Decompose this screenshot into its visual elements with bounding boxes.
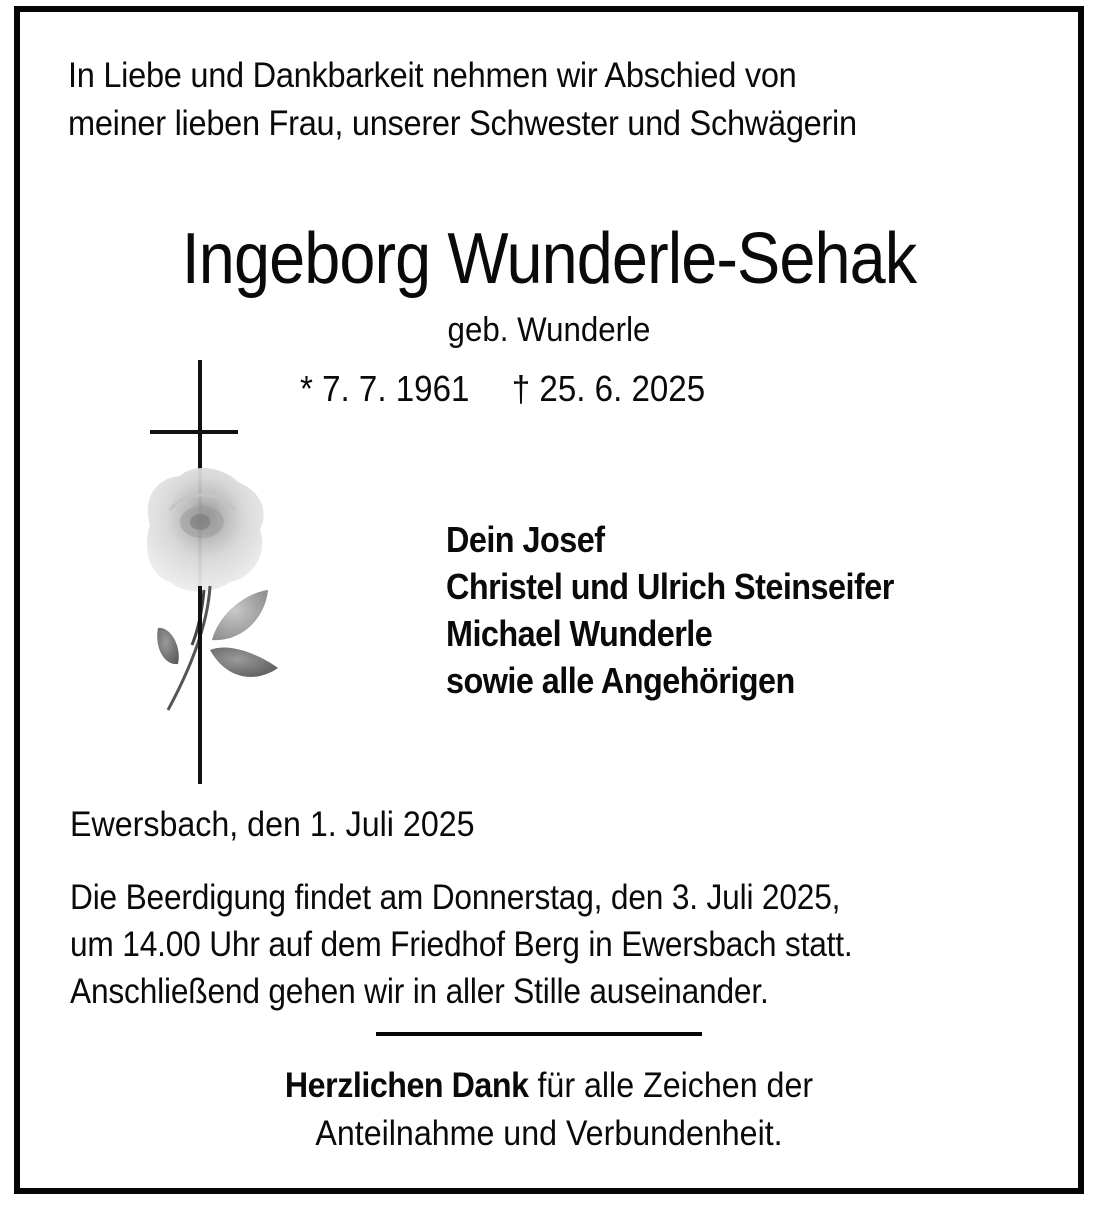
life-dates [300,366,705,412]
thanks-line-1 [62,1062,1035,1110]
mourners-list [446,516,894,704]
birth-date: 7. 7. 1961 [322,368,470,409]
obituary-frame [14,6,1084,1194]
birth-symbol: * [300,368,313,409]
death-date: 25. 6. 2025 [539,368,706,409]
funeral-line: Die Beerdigung findet am Donnerstag, den 3. Juli 2025, [70,878,841,917]
funeral-info [70,874,852,1015]
cross-with-rose-icon [120,350,280,784]
birth-name: geb. Wunderle [447,311,651,349]
thanks-bold-lead: Herzlichen Dank [284,1066,529,1105]
mourner: Dein Josef [446,519,605,560]
mourner: Michael Wunderle [446,613,713,654]
intro-line: In Liebe und Dankbarkeit nehmen wir Abschied von [68,56,797,95]
intro-line: meiner lieben Frau, unserer Schwester und Schwägerin [68,104,857,143]
thanks-line-1-rest: für alle Zeichen der [528,1066,814,1105]
death-cross-icon: † [511,368,531,409]
divider-line [376,1032,702,1036]
intro-text [68,52,857,148]
mourner: sowie alle Angehörigen [446,660,795,701]
thanks-line-2: Anteilnahme und Verbundenheit. [315,1114,783,1153]
place-and-date: Ewersbach, den 1. Juli 2025 [70,805,475,844]
funeral-line: Anschließend gehen wir in aller Stille auseinander. [70,972,769,1011]
deceased-name: Ingeborg Wunderle-Sehak [181,219,917,299]
funeral-line: um 14.00 Uhr auf dem Friedhof Berg in Ewersbach statt. [70,925,853,964]
thanks-text [62,1062,1035,1158]
mourner: Christel und Ulrich Steinseifer [446,566,894,607]
